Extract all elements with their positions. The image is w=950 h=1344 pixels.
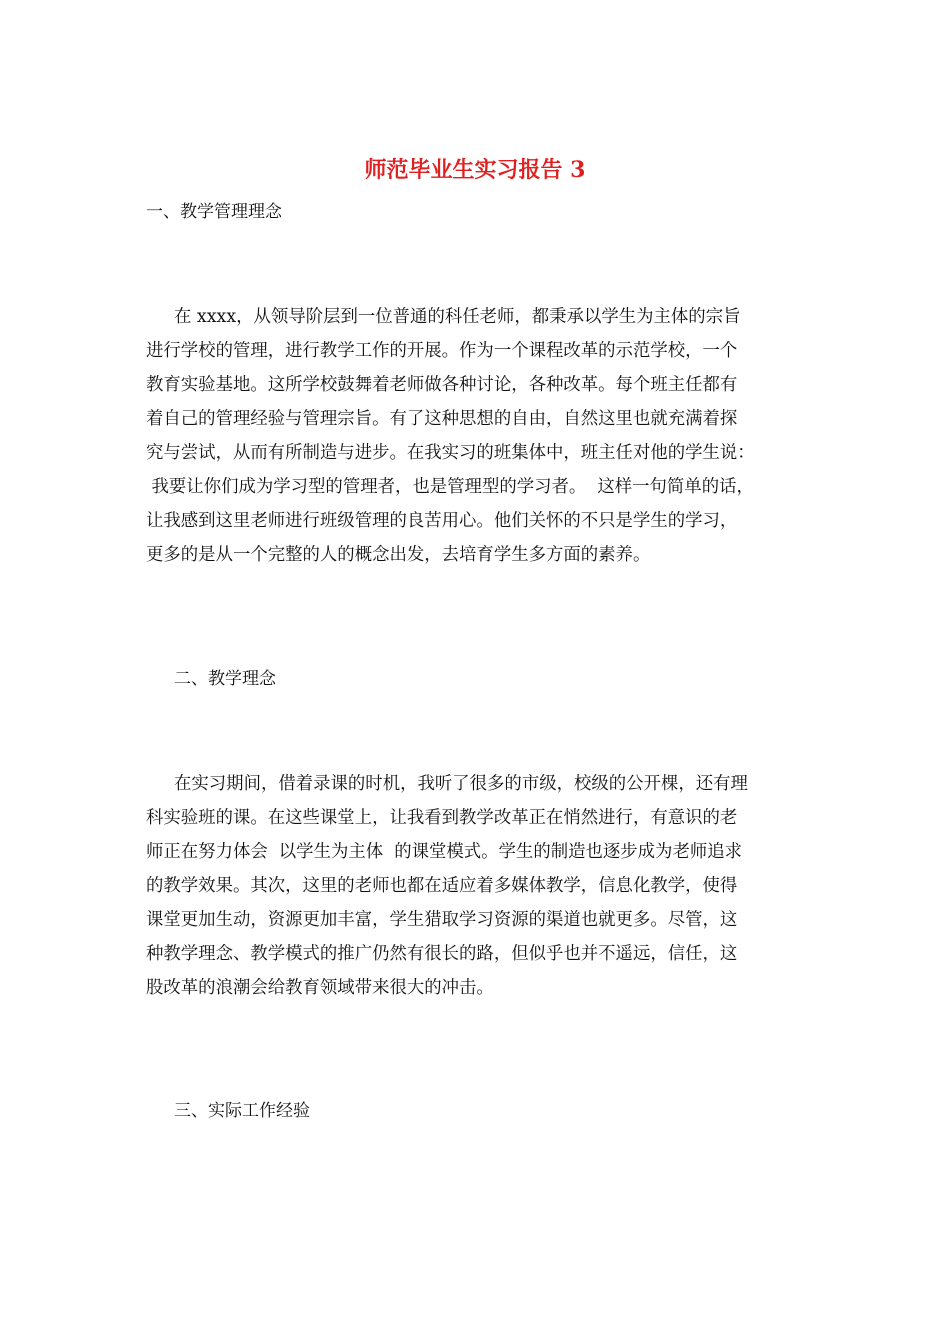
paragraph-line: 着自己的管理经验与管理宗旨。有了这种思想的自由，自然这里也就充满着探	[146, 409, 738, 429]
paragraph-line: 科实验班的课。在这些课堂上，让我看到教学改革正在悄然进行，有意识的老	[146, 808, 738, 828]
document-title: 师范毕业生实习报告 3	[364, 157, 586, 183]
paragraph-line: 我要让你们成为学习型的管理者，也是管理型的学习者。 这样一句简单的话，	[146, 477, 754, 497]
paragraph-line: 在 xxxx，从领导阶层到一位普通的科任老师，都秉承以学生为主体的宗旨	[174, 307, 741, 327]
paragraph-line: 教育实验基地。这所学校鼓舞着老师做各种讨论，各种改革。每个班主任都有	[146, 375, 738, 395]
paragraph-line: 师正在努力体会 以学生为主体 的课堂模式。学生的制造也逐步成为老师追求	[146, 842, 743, 862]
paragraph-line: 让我感到这里老师进行班级管理的良苦用心。他们关怀的不只是学生的学习，	[146, 511, 738, 531]
section-heading-teaching-concept: 二、教学理念	[174, 669, 276, 689]
paragraph-management	[146, 300, 806, 572]
paragraph-line: 进行学校的管理，进行教学工作的开展。作为一个课程改革的示范学校，一个	[146, 341, 738, 361]
section-heading-management: 一、教学管理理念	[146, 202, 282, 222]
section-heading-work-experience: 三、实际工作经验	[174, 1101, 310, 1121]
paragraph-line: 的教学效果。其次，这里的老师也都在适应着多媒体教学，信息化教学，使得	[146, 876, 738, 896]
paragraph-line: 种教学理念、教学模式的推广仍然有很长的路，但似乎也并不遥远，信任，这	[146, 944, 738, 964]
paragraph-line: 股改革的浪潮会给教育领域带来很大的冲击。	[146, 978, 494, 998]
paragraph-teaching-concept	[146, 767, 806, 1005]
paragraph-line: 究与尝试，从而有所制造与进步。在我实习的班集体中，班主任对他的学生说：	[146, 443, 755, 463]
paragraph-line: 更多的是从一个完整的人的概念出发，去培育学生多方面的素养。	[146, 545, 651, 565]
paragraph-line: 课堂更加生动，资源更加丰富，学生猎取学习资源的渠道也就更多。尽管，这	[146, 910, 738, 930]
paragraph-line: 在实习期间，借着录课的时机，我听了很多的市级，校级的公开棵，还有理	[174, 774, 748, 794]
